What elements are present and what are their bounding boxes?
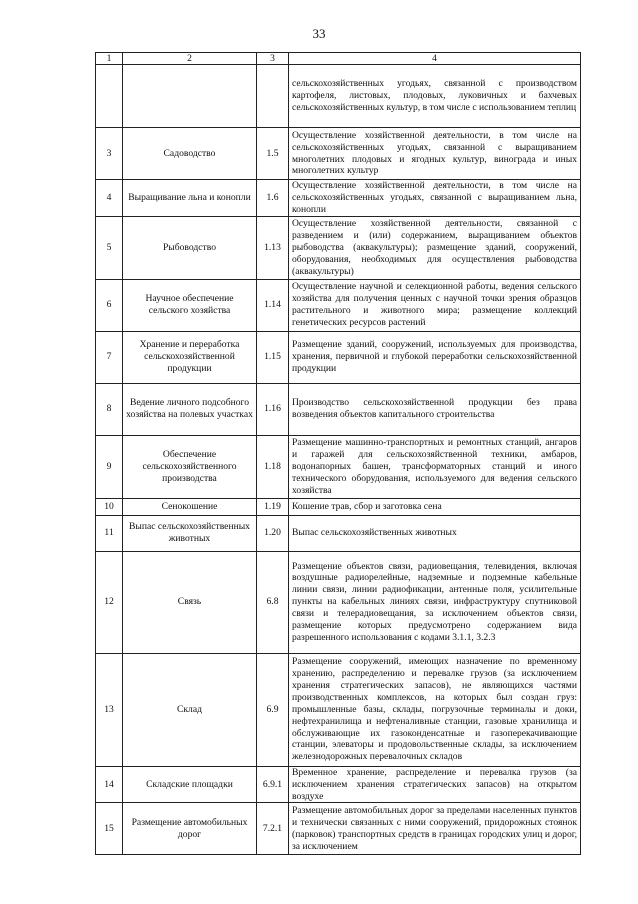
- row-description: Кошение трав, сбор и заготовка сена: [289, 498, 581, 515]
- row-description: Производство сельскохозяйственной продукции без права возведения объектов капитального строительства: [289, 383, 581, 435]
- row-code: 1.13: [257, 216, 289, 279]
- land-use-table: [95, 52, 581, 855]
- table-row: [96, 498, 581, 515]
- header-col-2: 2: [123, 53, 257, 65]
- row-name: Выпас сельскохозяйственных животных: [123, 515, 257, 551]
- row-number: 10: [96, 498, 123, 515]
- row-name: Склад: [123, 653, 257, 766]
- row-number: 13: [96, 653, 123, 766]
- row-number: 12: [96, 551, 123, 653]
- row-code: 1.18: [257, 435, 289, 498]
- table-row: [96, 653, 581, 766]
- table-row: [96, 180, 581, 217]
- row-description: Выпас сельскохозяйственных животных: [289, 515, 581, 551]
- row-name: Обеспечение сельскохозяйственного производства: [123, 435, 257, 498]
- table-row: [96, 803, 581, 855]
- row-name: Сенокошение: [123, 498, 257, 515]
- table-row: [96, 331, 581, 383]
- row-number: 15: [96, 803, 123, 855]
- row-number: 5: [96, 216, 123, 279]
- row-description: Осуществление научной и селекционной работы, ведения сельского хозяйства для получения ценных с научной точки зрения образцов растительного и животного мира; размещение коллекций генетических ресурсов растений: [289, 279, 581, 331]
- header-row: [96, 53, 581, 65]
- row-code: 1.6: [257, 180, 289, 217]
- row-description: Осуществление хозяйственной деятельности, в том числе на сельскохозяйственных угодьях, связанной с выращиванием многолетних плодовых и ягодных культур, винограда и иных многолетних культур: [289, 128, 581, 180]
- row-number: 8: [96, 383, 123, 435]
- row-number: 6: [96, 279, 123, 331]
- row-name: Рыбоводство: [123, 216, 257, 279]
- row-code: 7.2.1: [257, 803, 289, 855]
- table-row: [96, 766, 581, 803]
- row-description: Размещение сооружений, имеющих назначение по временному хранению, распределению и перевалке грузов (за исключением хранения стратегических запасов), не являющихся частями производственных комплексов, на которых был создан груз: промышленные базы, склады, погрузочные терминалы и доки, нефтехранилища и нефтеналивные станции, газовые хранилища и обслуживающие их газоконденсатные и газоперекачивающие станции, элеваторы и продовольственные склады, за исключением железнодорожных перевалочных складов: [289, 653, 581, 766]
- row-number: [96, 65, 123, 128]
- row-name: Складские площадки: [123, 766, 257, 803]
- row-name: Хранение и переработка сельскохозяйственной продукции: [123, 331, 257, 383]
- header-col-1: 1: [96, 53, 123, 65]
- row-number: 7: [96, 331, 123, 383]
- row-code: 6.9: [257, 653, 289, 766]
- row-name: Выращивание льна и конопли: [123, 180, 257, 217]
- table-row: [96, 279, 581, 331]
- table-row: [96, 383, 581, 435]
- row-code: [257, 65, 289, 128]
- header-col-3: 3: [257, 53, 289, 65]
- row-name: Садоводство: [123, 128, 257, 180]
- row-description: Временное хранение, распределение и перевалка грузов (за исключением хранения стратегических запасов) на открытом воздухе: [289, 766, 581, 803]
- row-number: 11: [96, 515, 123, 551]
- table-row: [96, 65, 581, 128]
- table-row: [96, 216, 581, 279]
- table-row: [96, 551, 581, 653]
- row-description: Размещение машинно-транспортных и ремонтных станций, ангаров и гаражей для сельскохозяйственной техники, амбаров, водонапорных башен, трансформаторных станций и иного технического оборудования, используемого для ведения сельского хозяйства: [289, 435, 581, 498]
- table-row: [96, 515, 581, 551]
- table-row: [96, 128, 581, 180]
- row-name: Ведение личного подсобного хозяйства на полевых участках: [123, 383, 257, 435]
- row-number: 14: [96, 766, 123, 803]
- row-description: Осуществление хозяйственной деятельности, в том числе на сельскохозяйственных угодьях, связанной с выращиванием льна, конопли: [289, 180, 581, 217]
- row-name: Размещение автомобильных дорог: [123, 803, 257, 855]
- row-name: Связь: [123, 551, 257, 653]
- row-code: 1.19: [257, 498, 289, 515]
- row-number: 9: [96, 435, 123, 498]
- row-description: Размещение зданий, сооружений, используемых для производства, хранения, первичной и глубокой переработки сельскохозяйственной продукции: [289, 331, 581, 383]
- row-code: 1.5: [257, 128, 289, 180]
- header-col-4: 4: [289, 53, 581, 65]
- row-description: Размещение автомобильных дорог за пределами населенных пунктов и технически связанных с ними сооружений, придорожных стоянок (парковок) транспортных средств в границах городских улиц и дорог, за исключением: [289, 803, 581, 855]
- row-code: 1.20: [257, 515, 289, 551]
- row-number: 4: [96, 180, 123, 217]
- row-code: 6.8: [257, 551, 289, 653]
- table-row: [96, 435, 581, 498]
- page-number: 33: [312, 26, 326, 41]
- row-code: 1.14: [257, 279, 289, 331]
- row-description: Осуществление хозяйственной деятельности, связанной с разведением и (или) содержанием, выращиванием объектов рыбоводства (аквакультуры); размещение зданий, сооружений, оборудования, необходимых для осуществления рыбоводства (аквакультуры): [289, 216, 581, 279]
- row-code: 1.15: [257, 331, 289, 383]
- row-code: 1.16: [257, 383, 289, 435]
- row-description: Размещение объектов связи, радиовещания, телевидения, включая воздушные радиорелейные, надземные и подземные кабельные линии связи, линии радиофикации, антенные поля, усилительные пункты на кабельных линиях связи, инфраструктуру спутниковой связи и телерадиовещания, за исключением объектов связи, размещение которых предусмотрено содержанием вида разрешенного использования с кодами 3.1.1, 3.2.3: [289, 551, 581, 653]
- row-name: [123, 65, 257, 128]
- row-code: 6.9.1: [257, 766, 289, 803]
- row-number: 3: [96, 128, 123, 180]
- row-description: сельскохозяйственных угодьях, связанной с производством картофеля, листовых, плодовых, луковичных и бахчевых сельскохозяйственных культур, в том числе с использованием теплиц: [289, 65, 581, 128]
- row-name: Научное обеспечение сельского хозяйства: [123, 279, 257, 331]
